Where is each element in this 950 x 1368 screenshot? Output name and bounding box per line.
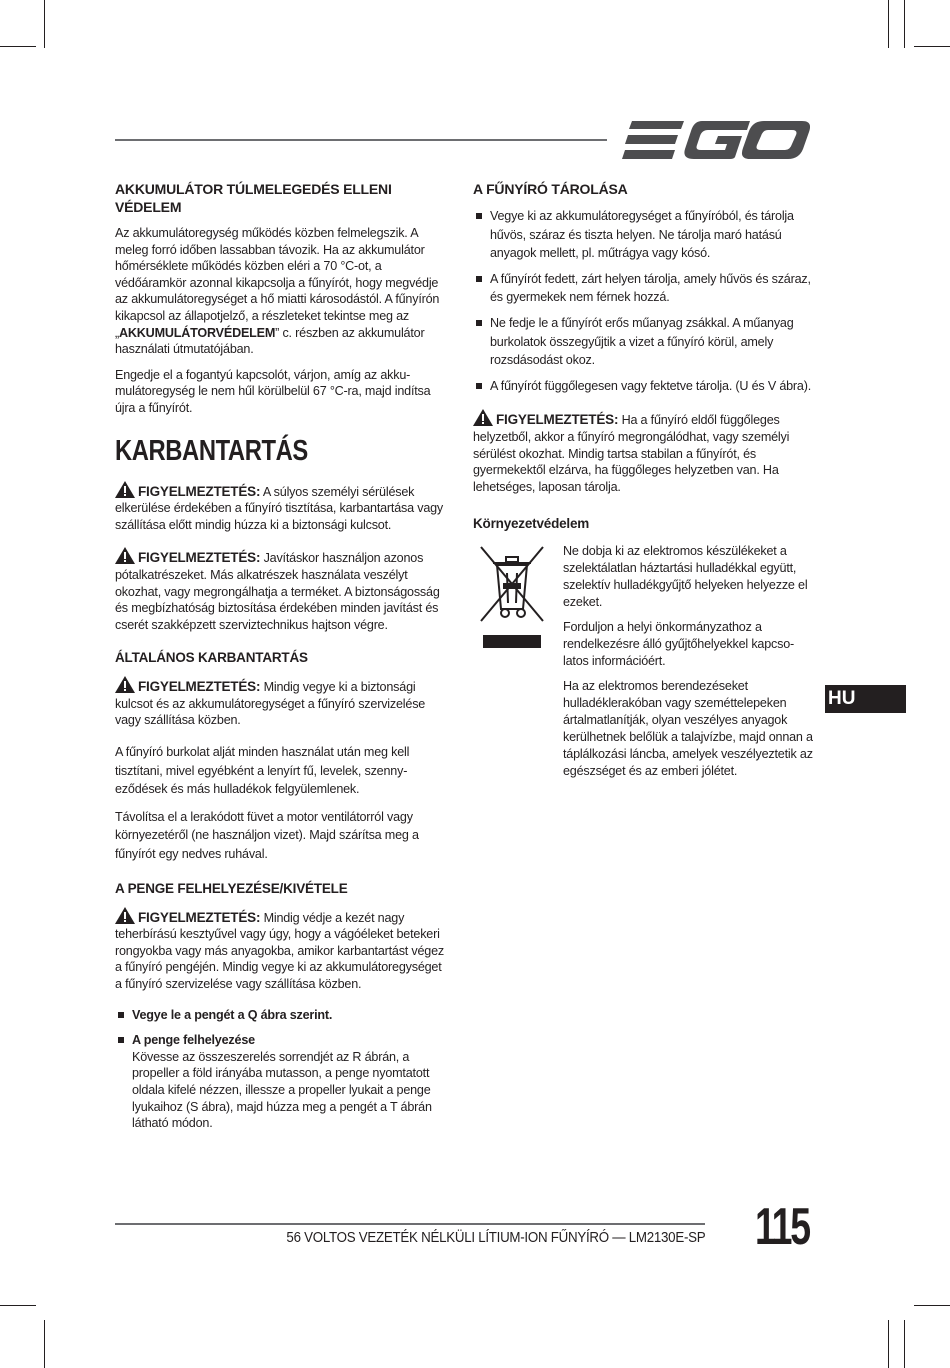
warning-icon bbox=[115, 547, 135, 564]
ego-logo bbox=[622, 119, 810, 161]
environment-title: Környezetvédelem bbox=[473, 516, 590, 532]
overheat-paragraph: Az akkumulátoregység működés közben felmelegszik. A meleg forró időben lassabban távozik. Ha az akkumulátor hőmérséklete működés közben eléri a 70 °C-ot, a védőáramkör azonnal kikapcsolja a fűnyírót, hogy megvédje az akkumulátoregységet a hő miatti károsodástól. A fűnyírón kikapcsol az állapotjelző, a részleteket tekintse meg az „AKKUMULÁTORVÉDELEM” c. részben az akkumulátor használati útmutatójában. bbox=[115, 226, 440, 357]
warning-icon bbox=[473, 409, 493, 426]
storage-title: A FŰNYÍRÓ TÁROLÁSA bbox=[473, 181, 628, 197]
crop-mark bbox=[904, 1320, 905, 1368]
header-rule bbox=[115, 139, 607, 141]
list-item: A fűnyírót függőlegesen vagy fektetve tárolja. (U és V ábra). bbox=[473, 377, 813, 396]
environment-section bbox=[473, 543, 813, 803]
page-number: 115 bbox=[755, 1198, 809, 1256]
blade-list bbox=[115, 1007, 451, 1132]
crop-mark bbox=[888, 1320, 889, 1368]
warning-block: FIGYELMEZTETÉS: Mindig védje a kezét nagy teherbírású kesztyűvel vagy úgy, hogy a vágóéleket betekeri rongyokba vagy más anyagokba, amikor karbantartást végez a fűnyíró pengéjén. Mindig vegye ki az akkumulátoregységet a fűnyíró szervizelése vagy szállítása közben. bbox=[115, 907, 451, 993]
warning-block: FIGYELMEZTETÉS: Javításkor használjon azonos pótalkatrészeket. Más alkatrészek használata veszélyt okozhat, vagy megrongálhatja a terméket. A biztonságosság és megbízhatóság biztosítása érdekében minden javítást és cserét szakképzett szerviztechnikus hajtson végre. bbox=[115, 547, 451, 633]
general-paragraph-2: Távolítsa el a lerakódott füvet a motor ventilátorról vagy környezetéről (ne használjon vizet). Majd szárítsa meg a fűnyírót egy nedves ruhával. bbox=[115, 809, 419, 862]
weee-bin-icon bbox=[477, 543, 547, 653]
list-item: A fűnyírót fedett, zárt helyen tárolja, amely hűvös és száraz, és gyermekek nem férnek hozzá. bbox=[473, 270, 813, 307]
footer-rule bbox=[115, 1223, 705, 1225]
warning-block: FIGYELMEZTETÉS: Ha a fűnyíró eldől függőleges helyzetből, akkor a fűnyíró megrongálódhat, vagy személyi sérülést okozhat. Mindig tartsa stabilan a fűnyírót, és gyermekektől elzárva, ha függőleges helyzetben van. Ha lehetséges, laposan tárolja. bbox=[473, 409, 813, 495]
environment-paragraph: Forduljon a helyi önkormányzathoz a rendelkezésre álló gyűjtőhelyekkel kapcsolatos információért. bbox=[563, 620, 795, 669]
list-item: Vegye le a pengét a Q ábra szerint. bbox=[115, 1007, 451, 1024]
language-tab: HU bbox=[825, 685, 906, 713]
left-column bbox=[115, 180, 451, 1141]
crop-mark bbox=[44, 0, 45, 48]
crop-mark bbox=[44, 1320, 45, 1368]
crop-mark bbox=[888, 0, 889, 48]
warning-icon bbox=[115, 481, 135, 498]
environment-paragraph: Ne dobja ki az elektromos készülékeket a szelektálatlan háztartási hulladékkal együtt, szelektív hulladékgyűjtő helyeken helyezze el ezeket. bbox=[563, 544, 808, 610]
environment-text bbox=[563, 543, 813, 788]
crop-mark bbox=[904, 0, 905, 48]
warning-icon bbox=[115, 907, 135, 924]
maintenance-title: KARBANTARTÁS bbox=[115, 434, 308, 467]
warning-block: FIGYELMEZTETÉS: Mindig vegye ki a biztonsági kulcsot és az akkumulátoregységet a fűnyíró szervizelése vagy szállítása közben. bbox=[115, 676, 451, 729]
overheat-paragraph-2: Engedje el a fogantyú kapcsolót, várjon, amíg az akkumulátoregység le nem hűl körülbelül 67 °C-ra, majd indítsa újra a fűnyírót. bbox=[115, 367, 431, 415]
warning-block: FIGYELMEZTETÉS: A súlyos személyi sérülések elkerülése érdekében a fűnyíró tisztítása, karbantartása vagy szállítása előtt mindig húzza ki a biztonsági kulcsot. bbox=[115, 481, 451, 534]
right-column bbox=[473, 180, 813, 803]
crop-mark bbox=[914, 1305, 950, 1306]
environment-paragraph: Ha az elektromos berendezéseket hulladéklerakóban vagy szeméttelepeken ártalmatlanítják, olyan veszélyes anyagok kerülhetnek belőlük a talajvízbe, majd onnan a táplálkozási láncba, amelyek veszélyeztetik az egészséget és az emberi jólétet. bbox=[563, 679, 813, 779]
overheat-title: AKKUMULÁTOR TÚLMELEGEDÉS ELLENI VÉDELEM bbox=[115, 181, 392, 215]
list-item: Vegye ki az akkumulátoregységet a fűnyíróból, és tárolja hűvös, száraz és tiszta helyen. Ne tárolja maró hatású anyagok mellett, pl. műtrágya vagy kósó. bbox=[473, 207, 813, 263]
crop-mark bbox=[914, 46, 950, 47]
warning-icon bbox=[115, 676, 135, 693]
general-maintenance-title: ÁLTALÁNOS KARBANTARTÁS bbox=[115, 650, 308, 666]
list-item: Ne fedje le a fűnyírót erős műanyag zsákkal. A műanyag burkolatok összegyűjtik a vizet a fűnyíró körül, amely rozsdásodást okoz. bbox=[473, 314, 813, 370]
crop-mark bbox=[0, 1305, 36, 1306]
storage-list bbox=[473, 207, 813, 395]
blade-title: A PENGE FELHELYEZÉSE/KIVÉTELE bbox=[115, 880, 348, 896]
list-item: A penge felhelyezése Kövesse az összeszerelés sorrendjét az R ábrán, a propeller a föld irányába mutasson, a penge nyomtatott oldala kifelé nézzen, illessze a propeller lyukait a penge lyukaihoz (S ábra), majd húzza meg a pengét a T ábrán látható módon. bbox=[115, 1032, 451, 1132]
general-paragraph: A fűnyíró burkolat alját minden használat után meg kell tisztítani, mivel egyébként a lenyírt fű, levelek, szennyeződések és más hulladékok felgyülemlenek. bbox=[115, 745, 410, 797]
footer-title: 56 VOLTOS VEZETÉK NÉLKÜLI LÍTIUM-ION FŰNYÍRÓ — LM2130E-SP bbox=[286, 1230, 705, 1246]
crop-mark bbox=[0, 46, 36, 47]
